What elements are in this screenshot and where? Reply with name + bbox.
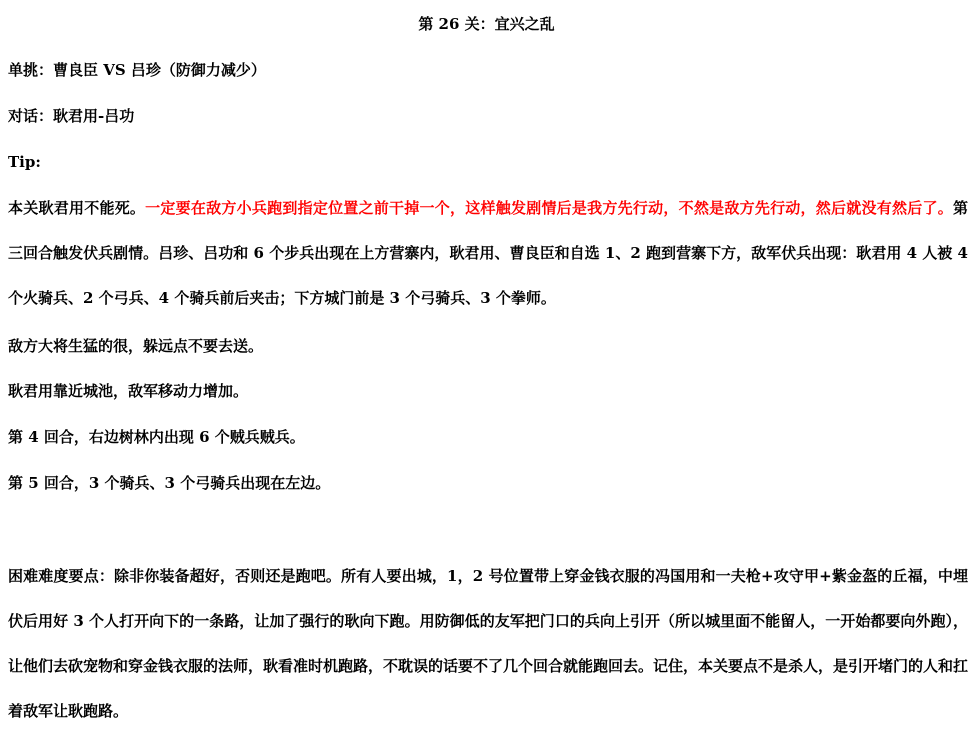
intro-text-1: 本关耿君用不能死。 xyxy=(8,199,146,217)
general-warning-line: 敌方大将生猛的很，躲远点不要去送。 xyxy=(8,337,264,355)
dialog-line: 对话：耿君用-吕功 xyxy=(8,107,135,125)
castle-note-line: 耿君用靠近城池，敌军移动力增加。 xyxy=(8,382,249,400)
turn-4-line: 第 4 回合，右边树林内出现 6 个贼兵贼兵。 xyxy=(8,428,305,446)
duel-line: 单挑：曹良臣 VS 吕珍（防御力减少） xyxy=(8,61,266,79)
warning-text: 一定要在敌方小兵跑到指定位置之前干掉一个，这样触发剧情后是我方先行动，不然是敌方先行动，然后就没有然后了。 xyxy=(145,199,953,217)
hard-mode-paragraph: 困难难度要点：除非你装备超好，否则还是跑吧。所有人要出城，1，2 号位置带上穿金钱衣服的冯国用和一夫枪+攻守甲+紫金盔的丘福，中埋伏后用好 3 个人打开向下的一条路，让加了强行的耿向下跑。用防御低的友军把门口的兵向上引开（所以城里面不能留人，一开始都要向外跑），让他们去砍宠物和穿金钱衣服的法师，耿看准时机跑路，不耽误的话要不了几个回合就能跑回去。记住，本关要点不是杀人，是引开堵门的人和扛着敌军让耿跑路。 xyxy=(8,567,969,720)
turn-5-line: 第 5 回合，3 个骑兵、3 个弓骑兵出现在左边。 xyxy=(8,474,331,492)
tip-label: Tip: xyxy=(8,153,41,171)
level-title: 第 26 关：宜兴之乱 xyxy=(418,15,555,33)
intro-paragraph xyxy=(8,186,968,321)
intro-text-2: 第三回合触发伏兵剧情。吕珍、吕功和 6 个步兵出现在上方营寨内，耿君用、曹良臣和自选 1、2 跑到营寨下方，敌军伏兵出现：耿君用 4 人被 4 个火骑兵、2 个弓兵、4 个骑兵前后夹击；下方城门前是 3 个弓骑兵、3 个拳师。 xyxy=(8,199,968,307)
